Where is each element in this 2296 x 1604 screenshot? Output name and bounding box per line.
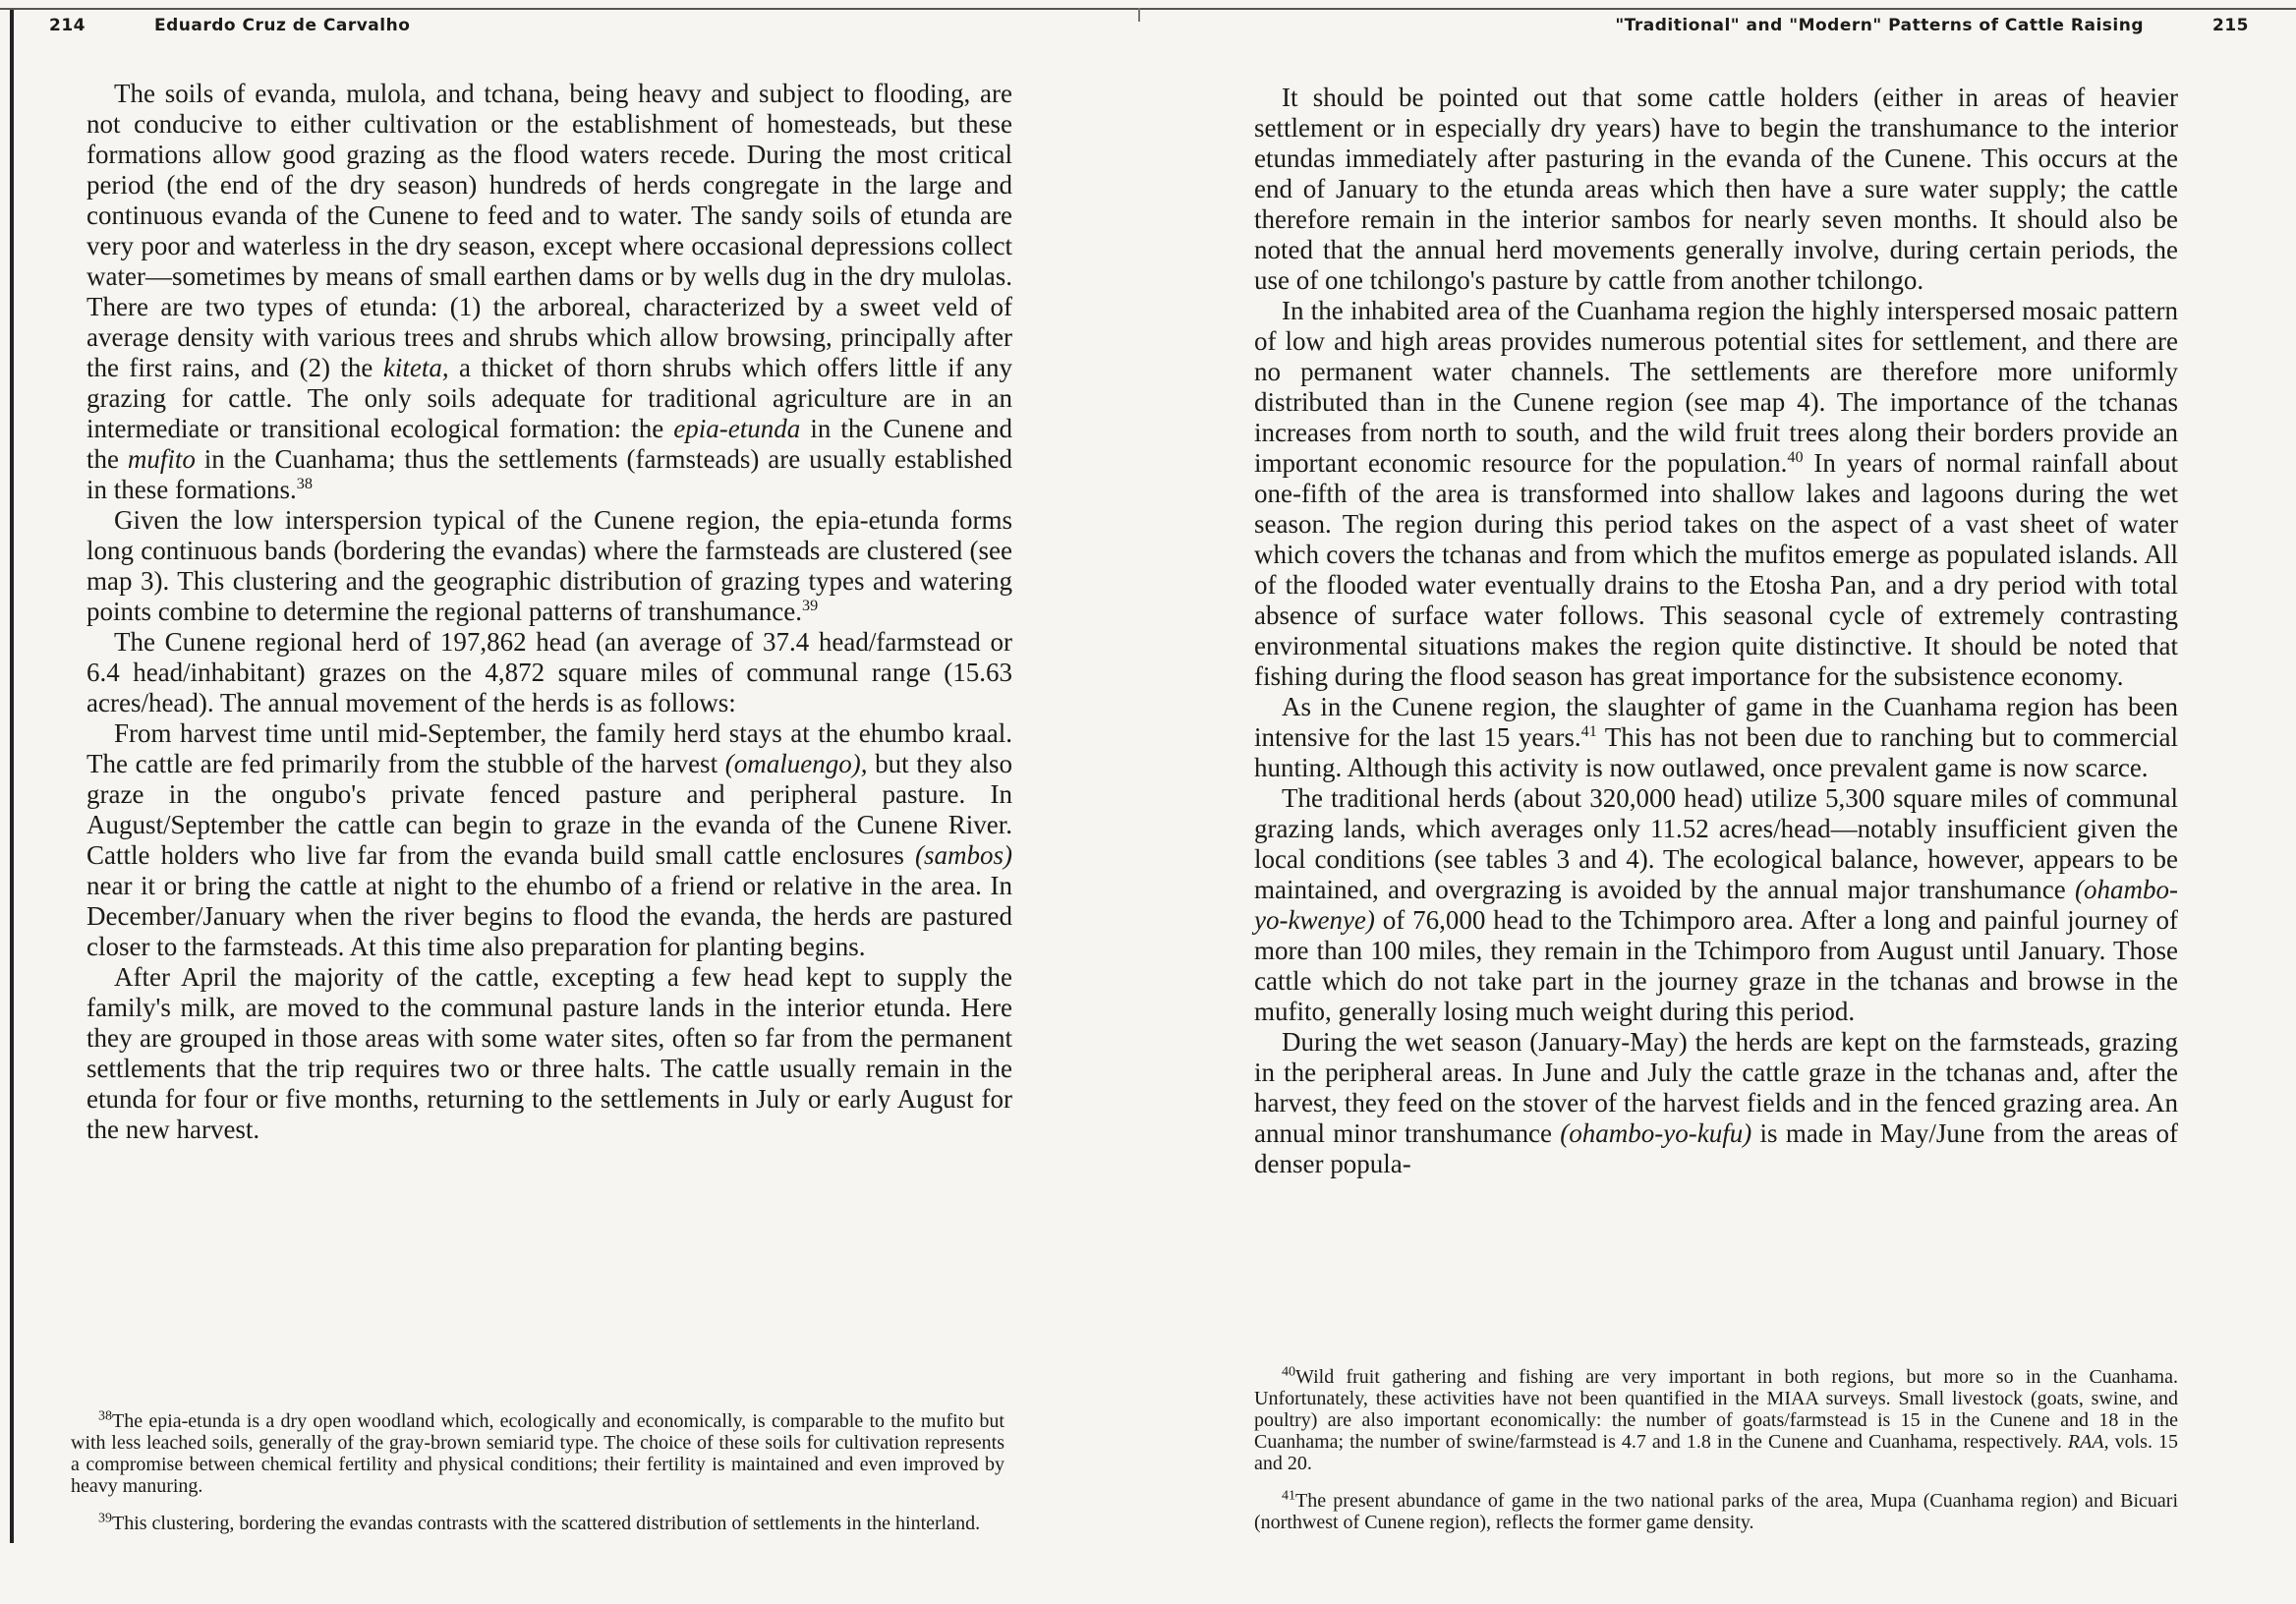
text-run: It should be pointed out that some cattle holders (either in areas of heavier settlement or in especially dry years) have to begin the transhumance to the interior etundas immediately after pasturing in the evanda of the Cunene. This occurs at the end of January to the etunda areas which then have a sure water supply; the cattle therefore remain in the interior sambos for nearly seven months. It should also be noted that the annual herd movements generally involve, during certain periods, the use of one tchilongo's pasture by cattle from another tchilongo. [1254,83,2178,295]
body-paragraph [1254,692,2178,783]
text-run: The present abundance of game in the two national parks of the area, Mupa (Cuanhama region) and Bicuari (northwest of Cunene region), reflects the former game density. [1254,1490,2178,1533]
italic-term: (ohambo-yo-kufu) [1560,1118,1752,1148]
footnote-number: 39 [98,1511,112,1526]
text-run: In years of normal rainfall about one-fifth of the area is transformed into shallow lakes and lagoons during the wet season. The region during this period takes on the aspect of a vast sheet of water which covers the tchanas and from which the mufitos emerge as populated islands. All of the flooded water eventually drains to the Etosha Pan, and a dry period with total absence of surface water follows. This seasonal cycle of extremely contrasting environmental situations makes the region quite distinctive. It should be noted that fishing during the flood season has great importance for the subsistence economy. [1254,448,2178,691]
text-run: is made in May/June from the areas of denser popula- [1254,1118,2178,1178]
text-run: near it or bring the cattle at night to the ehumbo of a friend or relative in the area. In December/January when the river begins to flood the evanda, the herds are pastured closer to the farmsteads. At this time also preparation for planting begins. [86,871,1012,961]
footnote-number: 40 [1282,1364,1295,1380]
body-paragraph [86,505,1012,627]
left-running-title: Eduardo Cruz de Carvalho [154,16,411,35]
body-paragraph [86,962,1012,1145]
left-body-text [86,79,1012,1145]
body-paragraph [86,718,1012,962]
footnote-number: 41 [1282,1488,1295,1504]
text-run: In the inhabited area of the Cuanhama region the highly interspersed mosaic pattern of low and high areas provides numerous potential sites for settlement, and there are no permanent water channels. The settlements are therefore more uniformly distributed than in the Cunene region (see map 4). The importance of the tchanas increases from north to south, and the wild fruit trees along their borders provide an important economic resource for the population. [1254,296,2178,478]
text-run: The Cunene regional herd of 197,862 head (an average of 37.4 head/farmstead or 6.4 head/inhabitant) grazes on the 4,872 square miles of communal range (15.63 acres/head). The annual movement of the herds is as follows: [86,627,1012,717]
right-running-title: "Traditional" and "Modern" Patterns of Cattle Raising [1615,16,2144,35]
right-page-number: 215 [2212,16,2249,35]
italic-term: (omaluengo), [724,749,868,778]
text-run: The traditional herds (about 320,000 head) utilize 5,300 square miles of communal grazing lands, which averages only 11.52 acres/head—notably insufficient given the local conditions (see tables 3 and 4). The ecological balance, however, appears to be maintained, and overgrazing is avoided by the annual major transhumance [1254,783,2178,904]
text-run: vols. 15 and 20. [1254,1431,2178,1474]
text-run: but they also graze in the ongubo's private fenced pasture and peripheral pasture. In August/September the cattle can begin to graze in the evanda of the Cunene River. Cattle holders who live far from the evanda build small cattle enclosures [86,749,1012,870]
footnote-reference: 39 [802,597,819,614]
text-run: Given the low interspersion typical of the Cunene region, the epia-etunda forms long continuous bands (bordering the evandas) where the farmsteads are clustered (see map 3). This clustering and the geographic distribution of grazing types and watering points combine to determine the regional patterns of transhumance. [86,505,1012,626]
italic-term: kiteta, [382,353,449,382]
text-run: in the Cuanhama; thus the settlements (farmsteads) are usually established in these formations. [86,444,1012,504]
right-footnotes [1254,1366,2178,1549]
body-paragraph [1254,296,2178,692]
left-footnotes [71,1410,1004,1550]
text-run: This has not been due to ranching but to commercial hunting. Although this activity is now outlawed, once prevalent game is now scarce. [1254,722,2178,782]
footnote-reference: 41 [1580,722,1597,740]
text-run: From harvest time until mid-September, the family herd stays at the ehumbo kraal. The cattle are fed primarily from the stubble of the harvest [86,718,1012,778]
footnote [1254,1490,2178,1533]
italic-term: epia-etunda [673,414,801,443]
body-paragraph [1254,1027,2178,1179]
right-page [1148,0,2296,1604]
body-paragraph [86,627,1012,718]
footnote [71,1410,1004,1497]
text-run: Wild fruit gathering and fishing are very important in both regions, but more so in the Cuanhama. Unfortunately, these activities have not been quantified in the MIAA surveys. Small livestock (goats, swine, and poultry) are also important economically: the number of goats/farmstead is 15 in the Cunene and 18 in the Cuanhama; the number of swine/farmstead is 4.7 and 1.8 in the Cunene and Cuanhama, respectively. [1254,1366,2178,1453]
body-paragraph [1254,83,2178,296]
text-run: in the Cunene and the [86,414,1012,474]
footnote-reference: 38 [296,475,313,492]
italic-term: (sambos) [915,840,1012,870]
body-paragraph [1254,783,2178,1027]
text-run: This clustering, bordering the evandas contrasts with the scattered distribution of settlements in the hinterland. [112,1513,981,1534]
body-paragraph [86,79,1012,505]
text-run: During the wet season (January-May) the herds are kept on the farmsteads, grazing in the peripheral areas. In June and July the cattle graze in the tchanas and, after the harvest, they feed on the stover of the harvest fields and in the fenced grazing area. An annual minor transhumance [1254,1027,2178,1148]
footnote [1254,1366,2178,1474]
left-running-head [49,16,1022,39]
italic-term: (ohambo-yo-kwenye) [1254,875,2178,935]
text-run: The epia-etunda is a dry open woodland which, ecologically and economically, is comparable to the mufito but with less leached soils, generally of the gray-brown semiarid type. The choice of these soils for cultivation represents a compromise between chemical fertility and physical conditions; their fertility is maintained and even improved by heavy manuring. [71,1410,1004,1497]
footnote-reference: 40 [1787,448,1804,466]
footnote [71,1513,1004,1534]
italic-term: mufito [127,444,196,474]
left-page-number: 214 [49,16,86,35]
text-run: As in the Cunene region, the slaughter of game in the Cuanhama region has been intensive for the last 15 years. [1254,692,2178,752]
text-run: After April the majority of the cattle, excepting a few head kept to supply the family's milk, are moved to the communal pasture lands in the interior etunda. Here they are grouped in those areas with some water sites, often so far from the permanent settlements that the trip requires two or three halts. The cattle usually remain in the etunda for four or five months, returning to the settlements in July or early August for the new harvest. [86,962,1012,1144]
footnote-number: 38 [98,1408,112,1424]
right-body-text [1254,83,2178,1179]
text-run: a thicket of thorn shrubs which offers little if any grazing for cattle. The only soils adequate for traditional agriculture are in an intermediate or transitional ecological formation: the [86,353,1012,443]
italic-term: RAA, [2067,1431,2109,1453]
right-running-head [1266,16,2249,39]
text-run: of 76,000 head to the Tchimporo area. After a long and painful journey of more than 100 miles, they remain in the Tchimporo from August until January. Those cattle which do not take part in the journey graze in the tchanas and browse in the mufito, generally losing much weight during this period. [1254,905,2178,1026]
text-run: The soils of evanda, mulola, and tchana, being heavy and subject to flooding, are not conducive to either cultivation or the establishment of homesteads, but these formations allow good grazing as the flood waters recede. During the most critical period (the end of the dry season) hundreds of herds congregate in the large and continuous evanda of the Cunene to feed and to water. The sandy soils of etunda are very poor and waterless in the dry season, except where occasional depressions collect water—sometimes by means of small earthen dams or by wells dug in the dry mulolas. There are two types of etunda: (1) the arboreal, characterized by a sweet veld of average density with various trees and shrubs which allow browsing, principally after the first rains, and (2) the [86,79,1012,382]
